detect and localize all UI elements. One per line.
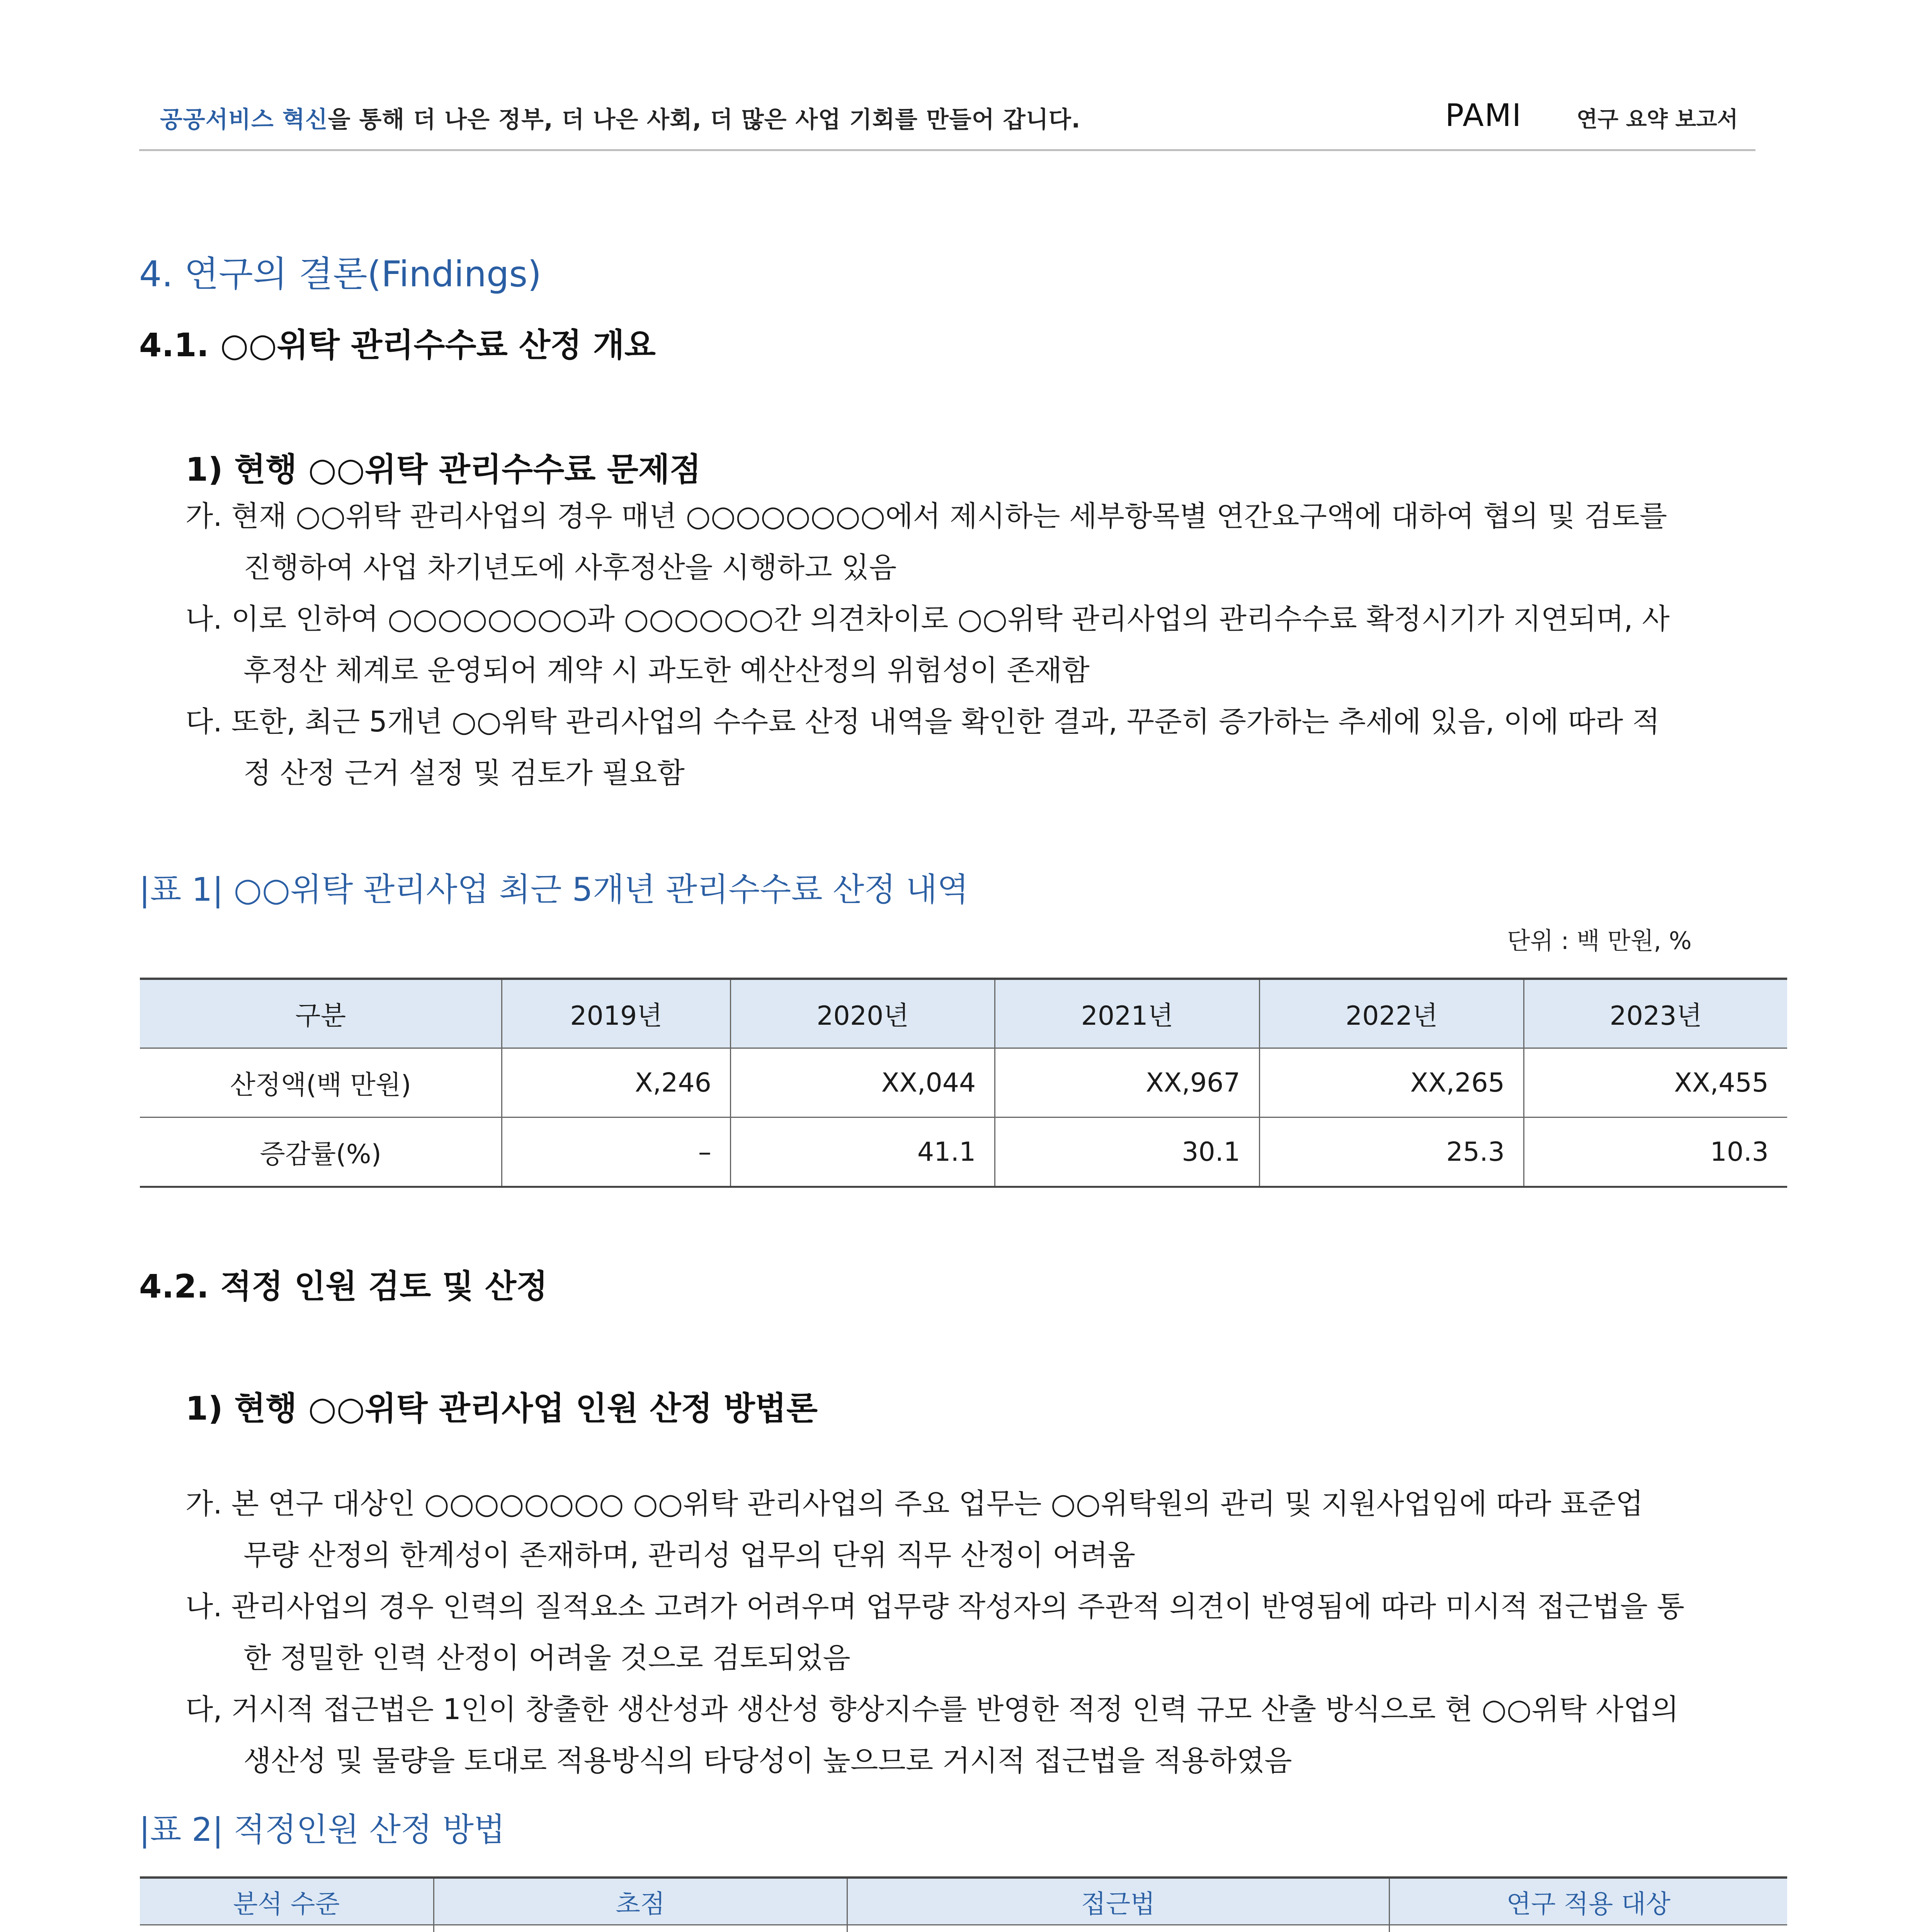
table1-cell: XX,455 xyxy=(1524,1048,1787,1117)
table2-header-cell: 접근법 xyxy=(847,1878,1389,1925)
table1-header-cell: 2022년 xyxy=(1259,979,1524,1048)
table1-header-cell: 2021년 xyxy=(995,979,1259,1048)
para1-line: 가. 현재 ○○위탁 관리사업의 경우 매년 ○○○○○○○○에서 제시하는 세부항목별 연간요구액에 대하여 협의 및 검토를 xyxy=(185,500,1667,533)
table1-unit: 단위 : 백 만원, % xyxy=(1507,927,1692,955)
header-brand: PAMI xyxy=(1445,97,1522,133)
subsection-2-title: 4.2. 적정 인원 검토 및 산정 xyxy=(139,1267,548,1305)
table1-cell: XX,967 xyxy=(995,1048,1259,1117)
slogan-rest: 을 통해 더 나은 정부, 더 나은 사회, 더 많은 사업 기회를 만들어 갑니다. xyxy=(328,106,1081,133)
table2-header-cell: 분석 수준 xyxy=(140,1878,434,1925)
para1-line: 다. 또한, 최근 5개년 ○○위탁 관리사업의 수수료 산정 내역을 확인한 결과, 꾸준히 증가하는 추세에 있음, 이에 따라 적 xyxy=(185,705,1660,738)
table1-cell: XX,265 xyxy=(1259,1048,1524,1117)
para2-line: 무량 산정의 한계성이 존재하며, 관리성 업무의 단위 직무 산정이 어려움 xyxy=(243,1539,1136,1572)
table-row xyxy=(140,1117,1787,1187)
header-slogan xyxy=(160,101,1080,134)
table1-header-cell: 2020년 xyxy=(730,979,995,1048)
table1-header-cell: 구분 xyxy=(140,979,502,1048)
table2 xyxy=(140,1876,1787,1932)
table1-cell: 산정액(백 만원) xyxy=(140,1048,502,1117)
paragraph-1 xyxy=(185,491,1789,799)
table1-cell: XX,044 xyxy=(730,1048,995,1117)
target-cell xyxy=(1389,1925,1787,1932)
para2-line: 가. 본 연구 대상인 ○○○○○○○○ ○○위탁 관리사업의 주요 업무는 ○○위탁원의 관리 및 지원사업임에 따라 표준업 xyxy=(185,1487,1643,1520)
approach-cell xyxy=(847,1925,1389,1932)
table1-header-cell: 2023년 xyxy=(1524,979,1787,1048)
table2-header-cell: 초점 xyxy=(434,1878,847,1925)
section-title: 4. 연구의 결론(Findings) xyxy=(139,253,542,295)
table1-header-cell: 2019년 xyxy=(502,979,731,1048)
table1 xyxy=(140,978,1787,1188)
para2-line: 생산성 및 물량을 토대로 적용방식의 타당성이 높으므로 거시적 접근법을 적용하였음 xyxy=(243,1744,1292,1777)
paragraph-2 xyxy=(185,1478,1789,1787)
table1-cell: 증감률(%) xyxy=(140,1117,502,1187)
table1-header-row xyxy=(140,979,1787,1048)
table-row xyxy=(140,1925,1787,1932)
subsection-1-item: 1) 현행 ○○위탁 관리수수료 문제점 xyxy=(185,451,701,488)
header-report-label: 연구 요약 보고서 xyxy=(1577,107,1738,132)
subsection-1-title: 4.1. ○○위탁 관리수수료 산정 개요 xyxy=(139,326,656,364)
para2-line: 한 정밀한 인력 산정이 어려울 것으로 검토되었음 xyxy=(243,1641,850,1675)
para2-line: 다, 거시적 접근법은 1인이 창출한 생산성과 생산성 향상지수를 반영한 적정 인력 규모 산출 방식으로 현 ○○위탁 사업의 xyxy=(185,1693,1679,1726)
table2-header-row xyxy=(140,1878,1787,1925)
table-row xyxy=(140,1048,1787,1117)
focus-cell xyxy=(434,1925,847,1932)
macro-approach-cell xyxy=(140,1925,434,1932)
table2-caption: |표 2| 적정인원 산정 방법 xyxy=(139,1811,505,1849)
table1-cell: 41.1 xyxy=(730,1117,995,1187)
table1-cell: 10.3 xyxy=(1524,1117,1787,1187)
table1-cell: 30.1 xyxy=(995,1117,1259,1187)
para1-line: 진행하여 사업 차기년도에 사후정산을 시행하고 있음 xyxy=(243,551,897,584)
table1-cell: 25.3 xyxy=(1259,1117,1524,1187)
table1-caption: |표 1| ○○위탁 관리사업 최근 5개년 관리수수료 산정 내역 xyxy=(139,871,969,908)
para1-line: 후정산 체계로 운영되어 계약 시 과도한 예산산정의 위험성이 존재함 xyxy=(243,654,1090,687)
table1-cell: X,246 xyxy=(502,1048,731,1117)
subsection-2-item: 1) 현행 ○○위탁 관리사업 인원 산정 방법론 xyxy=(185,1389,818,1427)
para1-line: 나. 이로 인하여 ○○○○○○○○과 ○○○○○○간 의견차이로 ○○위탁 관리사업의 관리수수료 확정시기가 지연되며, 사 xyxy=(185,602,1670,636)
slogan-accent: 공공서비스 혁신 xyxy=(160,106,328,133)
para2-line: 나. 관리사업의 경우 인력의 질적요소 고려가 어려우며 업무량 작성자의 주관적 의견이 반영됨에 따라 미시적 접근법을 통 xyxy=(185,1590,1685,1623)
header-divider xyxy=(139,149,1755,151)
para1-line: 정 산정 근거 설정 및 검토가 필요함 xyxy=(243,757,685,790)
table2-header-cell: 연구 적용 대상 xyxy=(1389,1878,1787,1925)
table1-cell: – xyxy=(502,1117,731,1187)
